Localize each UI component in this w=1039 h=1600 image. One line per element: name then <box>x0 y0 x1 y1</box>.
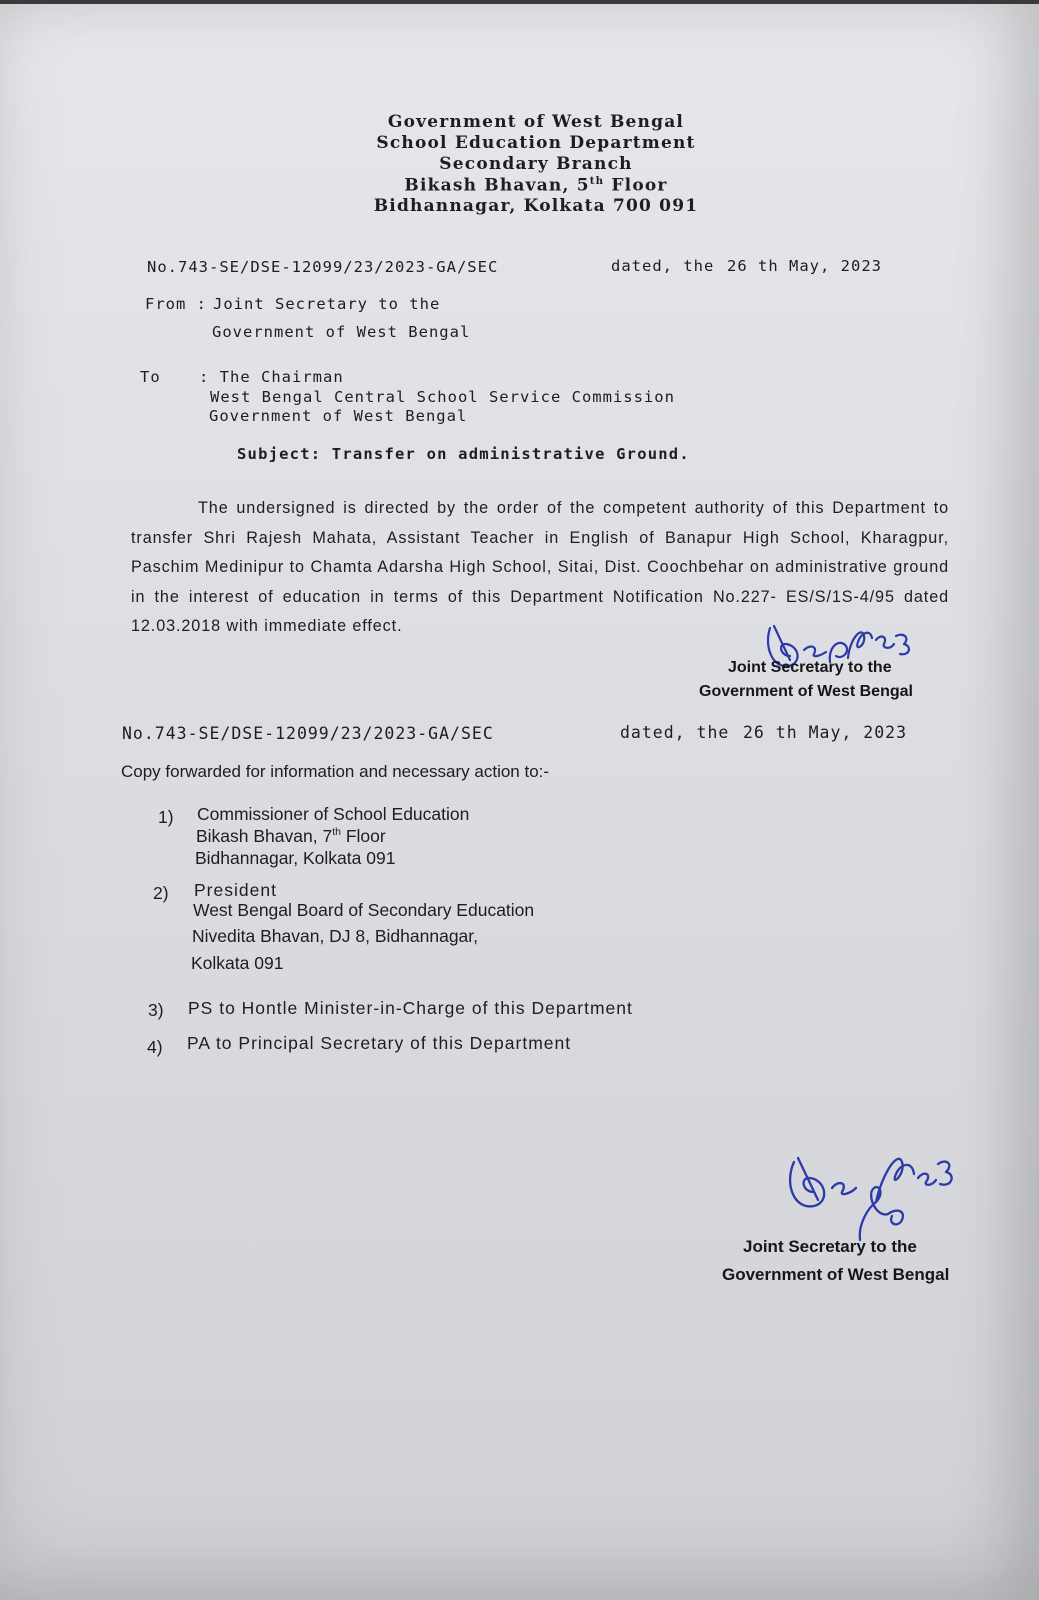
copy-date: 26 th May, 2023 <box>743 723 908 742</box>
header-department: School Education Department <box>376 133 696 153</box>
signature-mark-1 <box>760 616 920 688</box>
copy-item-4-line1: PA to Principal Secretary of this Department <box>187 1033 572 1053</box>
to-line2: West Bengal Central School Service Commission <box>210 388 675 406</box>
copy-item-1-number: 1) <box>158 807 174 827</box>
copy-item-2-line3: Nivedita Bhavan, DJ 8, Bidhannagar, <box>192 926 479 946</box>
to-line1: : The Chairman <box>199 368 344 386</box>
copy-item-1-floor: Floor <box>340 826 386 846</box>
copy-item-1-line3: Bidhannagar, Kolkata 091 <box>195 848 396 868</box>
header-city: Bidhannagar, Kolkata 700 091 <box>373 196 699 216</box>
header-address-floor: Floor <box>604 175 668 196</box>
signature1-title: Joint Secretary to the <box>728 659 892 676</box>
signature2-title: Joint Secretary to the <box>743 1237 917 1256</box>
memo-dated-label: dated, the <box>611 257 715 275</box>
from-line1: Joint Secretary to the <box>213 295 441 313</box>
copy-memo-number: No.743-SE/DSE-12099/23/2023-GA/SEC <box>122 724 494 743</box>
header-address-sup: th <box>589 175 605 187</box>
copy-dated-label: dated, the <box>620 723 730 742</box>
copy-item-1-address: Bikash Bhavan, 7 <box>196 826 333 846</box>
copy-item-1-sup: th <box>332 826 341 839</box>
signature1-government: Government of West Bengal <box>699 683 913 700</box>
copy-item-4-number: 4) <box>147 1037 163 1057</box>
header-government: Government of West Bengal <box>387 112 685 132</box>
memo-date: 26 th May, 2023 <box>727 257 882 275</box>
copy-item-1-line1: Commissioner of School Education <box>197 804 470 824</box>
subject-line: Subject: Transfer on administrative Ground. <box>237 445 690 463</box>
to-label: To <box>140 368 161 386</box>
from-label: From : <box>145 295 207 313</box>
copy-item-3-line1: PS to Hontle Minister-in-Charge of this Department <box>188 998 633 1018</box>
to-line3: Government of West Bengal <box>209 407 468 425</box>
copy-item-1-line2 <box>196 826 386 847</box>
copy-item-3-number: 3) <box>148 1000 164 1020</box>
header-address <box>0 175 1039 196</box>
memo-number: No.743-SE/DSE-12099/23/2023-GA/SEC <box>147 258 499 276</box>
copy-item-2-line1: President <box>194 880 277 900</box>
copy-item-2-line2: West Bengal Board of Secondary Education <box>193 900 535 920</box>
header-branch: Secondary Branch <box>439 154 633 174</box>
from-line2: Government of West Bengal <box>212 323 471 341</box>
copy-item-2-number: 2) <box>153 883 169 903</box>
copy-item-2-line4: Kolkata 091 <box>191 953 284 973</box>
signature2-government: Government of West Bengal <box>722 1265 950 1284</box>
header-address-text: Bikash Bhavan, 5 <box>404 175 590 196</box>
document-page <box>0 4 1039 1600</box>
copy-intro: Copy forwarded for information and necessary action to:- <box>121 762 550 781</box>
body-paragraph: The undersigned is directed by the order of the competent authority of this Department to transfer Shri Rajesh Mahata, Assistant Teacher in English of Banapur High School, Kharagpur, Paschim Medinipur to Chamta Adarsha High School, Sitai, Dist. Coochbehar on administrative ground in the interest of education in terms of this Department Notification No.227- ES/S/1S-4/95 dated 12.03.2018 with immediate effect. <box>131 499 949 635</box>
